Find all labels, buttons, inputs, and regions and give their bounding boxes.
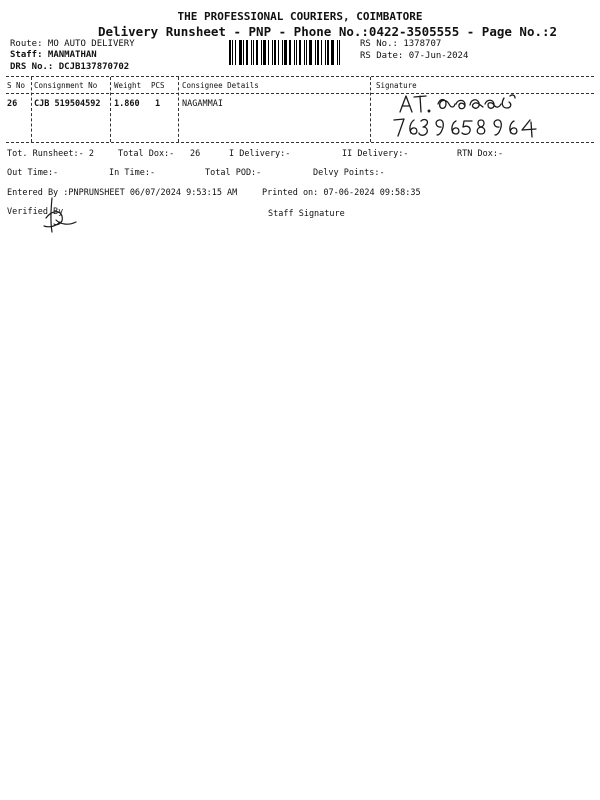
delvy-points-label: Delvy Points:- [313,168,385,178]
barcode-bar [261,40,262,65]
cell-consignee: NAGAMMAI [182,99,223,109]
handwriting-drawing [392,92,552,140]
verified-by-label: Verified By [7,207,64,217]
handwritten-receiver-signature [392,92,552,140]
barcode-bar [309,40,312,65]
barcode-bar [272,40,273,65]
cell-s-no: 26 [7,99,18,109]
staff-label: Staff: MANMATHAN [10,50,97,60]
barcode-bar [229,40,231,65]
barcode-bar [246,40,248,65]
barcode-bar [331,40,334,65]
rs-number: RS No.: 1378707 [360,39,442,49]
table-top-rule [6,76,594,77]
barcode-bar [327,40,329,65]
header-consignee-details: Consignee Details [182,81,259,90]
barcode-bar [289,40,291,65]
company-title: THE PROFESSIONAL COURIERS, COIMBATORE [177,10,423,23]
barcode-bar [325,40,326,65]
verifier-signature [38,196,82,238]
barcode-bar [284,40,287,65]
staff-signature-label: Staff Signature [268,209,345,219]
barcode-bar [337,40,338,65]
cell-weight: 1.860 [114,99,140,109]
column-divider [178,77,179,142]
ii-delivery-label: II Delivery:- [342,149,409,159]
barcode-bar [306,40,307,65]
verifier-signature-drawing [38,196,82,238]
header-pcs: PCS [151,81,165,90]
cell-pcs: 1 [155,99,161,109]
header-signature: Signature [376,81,417,90]
in-time-label: In Time:- [109,168,156,178]
barcode-bar [263,40,266,65]
barcode [229,40,343,65]
entered-by: Entered By :PNPRUNSHEET 06/07/2024 9:53:15 AM [7,188,238,198]
barcode-bar [296,40,297,65]
column-divider [31,77,32,142]
barcode-bar [339,40,340,65]
barcode-bar [317,40,319,65]
runsheet-title: Delivery Runsheet - PNP - Phone No.:0422-3505555 - Page No.:2 [98,24,558,39]
barcode-bar [251,40,252,65]
barcode-bar [268,40,269,65]
total-dox-label: Total Dox:- [118,149,175,159]
barcode-bar [304,40,305,65]
barcode-bar [282,40,283,65]
rs-date: RS Date: 07-Jun-2024 [360,51,469,61]
barcode-bar [253,40,254,65]
barcode-bar [274,40,276,65]
barcode-bar [256,40,258,65]
barcode-bar [299,40,301,65]
i-delivery-label: I Delivery:- [229,149,291,159]
route-label: Route: MO AUTO DELIVERY [10,39,135,49]
barcode-bar [232,40,233,65]
drs-number: DRS No.: DCJB137870702 [10,62,130,72]
rtn-dox-label: RTN Dox:- [457,149,504,159]
barcode-bar [315,40,316,65]
table-bottom-rule [6,142,594,143]
total-pod-label: Total POD:- [205,168,262,178]
column-divider [110,77,111,142]
header-consignment-no: Consignment No [34,81,98,90]
printed-on: Printed on: 07-06-2024 09:58:35 [262,188,421,198]
total-runsheet: Tot. Runsheet:- 2 [7,149,94,159]
header-weight: Weight [114,81,142,90]
barcode-bar [235,40,236,65]
out-time-label: Out Time:- [7,168,59,178]
column-divider [370,77,371,142]
total-dox-value: 26 [190,149,201,159]
barcode-bar [294,40,295,65]
cell-consignment-no: CJB 519504592 [34,99,101,109]
barcode-bar [278,40,279,65]
barcode-bar [239,40,242,65]
barcode-bar [243,40,244,65]
barcode-bar [321,40,322,65]
header-s-no: S No [7,81,26,90]
